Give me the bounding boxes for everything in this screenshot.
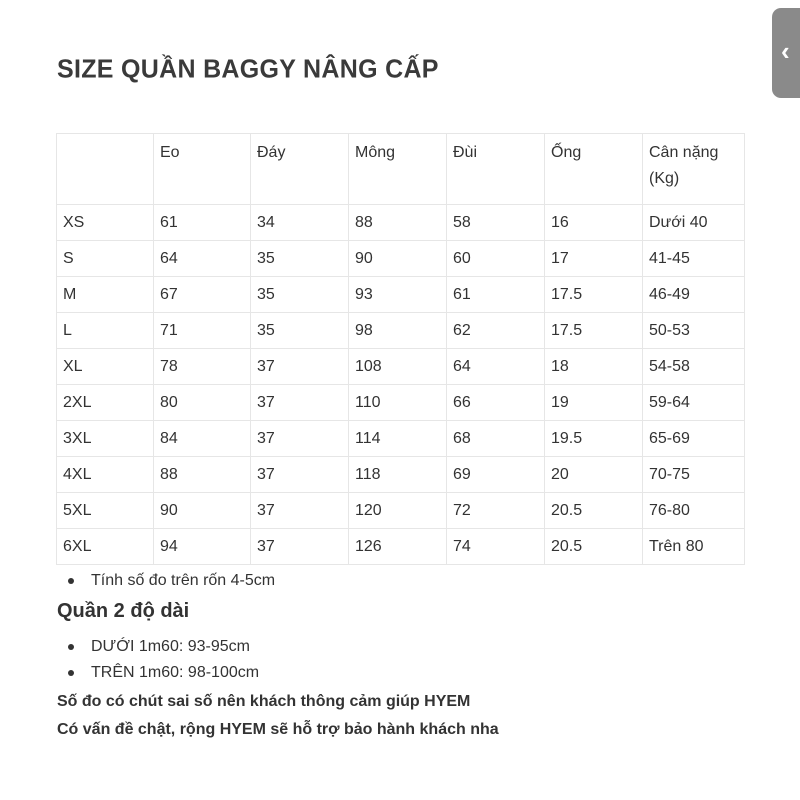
table-cell: 59-64	[643, 385, 745, 421]
table-cell: 37	[251, 457, 349, 493]
table-cell: 62	[447, 313, 545, 349]
size-label-cell: 4XL	[57, 457, 154, 493]
header-cell-hip: Mông	[349, 134, 447, 205]
table-cell: 120	[349, 493, 447, 529]
table-cell: 18	[545, 349, 643, 385]
table-cell: 66	[447, 385, 545, 421]
table-cell: 110	[349, 385, 447, 421]
table-cell: Trên 80	[643, 529, 745, 565]
table-row	[57, 241, 745, 277]
chevron-left-icon: ‹	[781, 36, 790, 66]
table-cell: 35	[251, 277, 349, 313]
size-label-cell: 3XL	[57, 421, 154, 457]
table-cell: 54-58	[643, 349, 745, 385]
table-cell: 65-69	[643, 421, 745, 457]
table-cell: 61	[447, 277, 545, 313]
table-row	[57, 385, 745, 421]
table-cell: 17	[545, 241, 643, 277]
table-cell: Dưới 40	[643, 205, 745, 241]
page-title: SIZE QUẦN BAGGY NÂNG CẤP	[57, 54, 439, 84]
header-cell-weight: Cân nặng (Kg)	[643, 134, 745, 205]
table-cell: 37	[251, 385, 349, 421]
table-cell: 19	[545, 385, 643, 421]
size-label-cell: L	[57, 313, 154, 349]
table-cell: 88	[154, 457, 251, 493]
size-label-cell: 2XL	[57, 385, 154, 421]
table-cell: 93	[349, 277, 447, 313]
length-heading: Quần 2 độ dài	[57, 600, 190, 622]
table-cell: 37	[251, 529, 349, 565]
table-cell: 64	[447, 349, 545, 385]
table-cell: 34	[251, 205, 349, 241]
table-row	[57, 277, 745, 313]
size-label-cell: 6XL	[57, 529, 154, 565]
list-item: Tính số đo trên rốn 4-5cm	[0, 568, 275, 594]
table-cell: 78	[154, 349, 251, 385]
table-row	[57, 529, 745, 565]
table-row	[57, 205, 745, 241]
table-cell: 46-49	[643, 277, 745, 313]
table-cell: 61	[154, 205, 251, 241]
table-cell: 84	[154, 421, 251, 457]
size-label-cell: XL	[57, 349, 154, 385]
list-item: TRÊN 1m60: 98-100cm	[0, 660, 259, 686]
table-row	[57, 349, 745, 385]
side-collapse-tab[interactable]	[772, 8, 800, 98]
header-cell-size	[57, 134, 154, 205]
header-cell-rise: Đáy	[251, 134, 349, 205]
size-label-cell: 5XL	[57, 493, 154, 529]
table-cell: 74	[447, 529, 545, 565]
table-row	[57, 421, 745, 457]
table-cell: 50-53	[643, 313, 745, 349]
footer-note: Có vấn đề chật, rộng HYEM sẽ hỗ trợ bảo hành khách nha	[57, 721, 499, 738]
size-table	[56, 133, 745, 565]
table-cell: 70-75	[643, 457, 745, 493]
measure-note-list	[0, 568, 275, 594]
header-cell-waist: Eo	[154, 134, 251, 205]
table-cell: 118	[349, 457, 447, 493]
table-cell: 16	[545, 205, 643, 241]
table-row	[57, 493, 745, 529]
table-cell: 37	[251, 493, 349, 529]
table-cell: 17.5	[545, 313, 643, 349]
size-table-body	[57, 205, 745, 565]
table-cell: 35	[251, 313, 349, 349]
table-cell: 67	[154, 277, 251, 313]
table-cell: 64	[154, 241, 251, 277]
footer-note: Số đo có chút sai số nên khách thông cảm giúp HYEM	[57, 693, 471, 710]
table-cell: 71	[154, 313, 251, 349]
table-cell: 20	[545, 457, 643, 493]
header-cell-leg-opening: Ống	[545, 134, 643, 205]
table-cell: 20.5	[545, 493, 643, 529]
table-cell: 20.5	[545, 529, 643, 565]
table-header-row	[57, 134, 745, 205]
table-cell: 108	[349, 349, 447, 385]
table-cell: 35	[251, 241, 349, 277]
size-label-cell: M	[57, 277, 154, 313]
length-list	[0, 634, 259, 686]
table-cell: 94	[154, 529, 251, 565]
size-label-cell: XS	[57, 205, 154, 241]
table-cell: 69	[447, 457, 545, 493]
table-cell: 19.5	[545, 421, 643, 457]
table-cell: 37	[251, 349, 349, 385]
table-cell: 41-45	[643, 241, 745, 277]
table-cell: 98	[349, 313, 447, 349]
table-cell: 90	[349, 241, 447, 277]
table-cell: 90	[154, 493, 251, 529]
table-cell: 60	[447, 241, 545, 277]
size-label-cell: S	[57, 241, 154, 277]
table-cell: 17.5	[545, 277, 643, 313]
table-row	[57, 457, 745, 493]
table-cell: 37	[251, 421, 349, 457]
table-cell: 58	[447, 205, 545, 241]
table-cell: 88	[349, 205, 447, 241]
table-cell: 72	[447, 493, 545, 529]
table-cell: 76-80	[643, 493, 745, 529]
table-cell: 68	[447, 421, 545, 457]
list-item: DƯỚI 1m60: 93-95cm	[0, 634, 259, 660]
header-cell-thigh: Đùi	[447, 134, 545, 205]
table-cell: 80	[154, 385, 251, 421]
table-cell: 114	[349, 421, 447, 457]
table-row	[57, 313, 745, 349]
table-cell: 126	[349, 529, 447, 565]
